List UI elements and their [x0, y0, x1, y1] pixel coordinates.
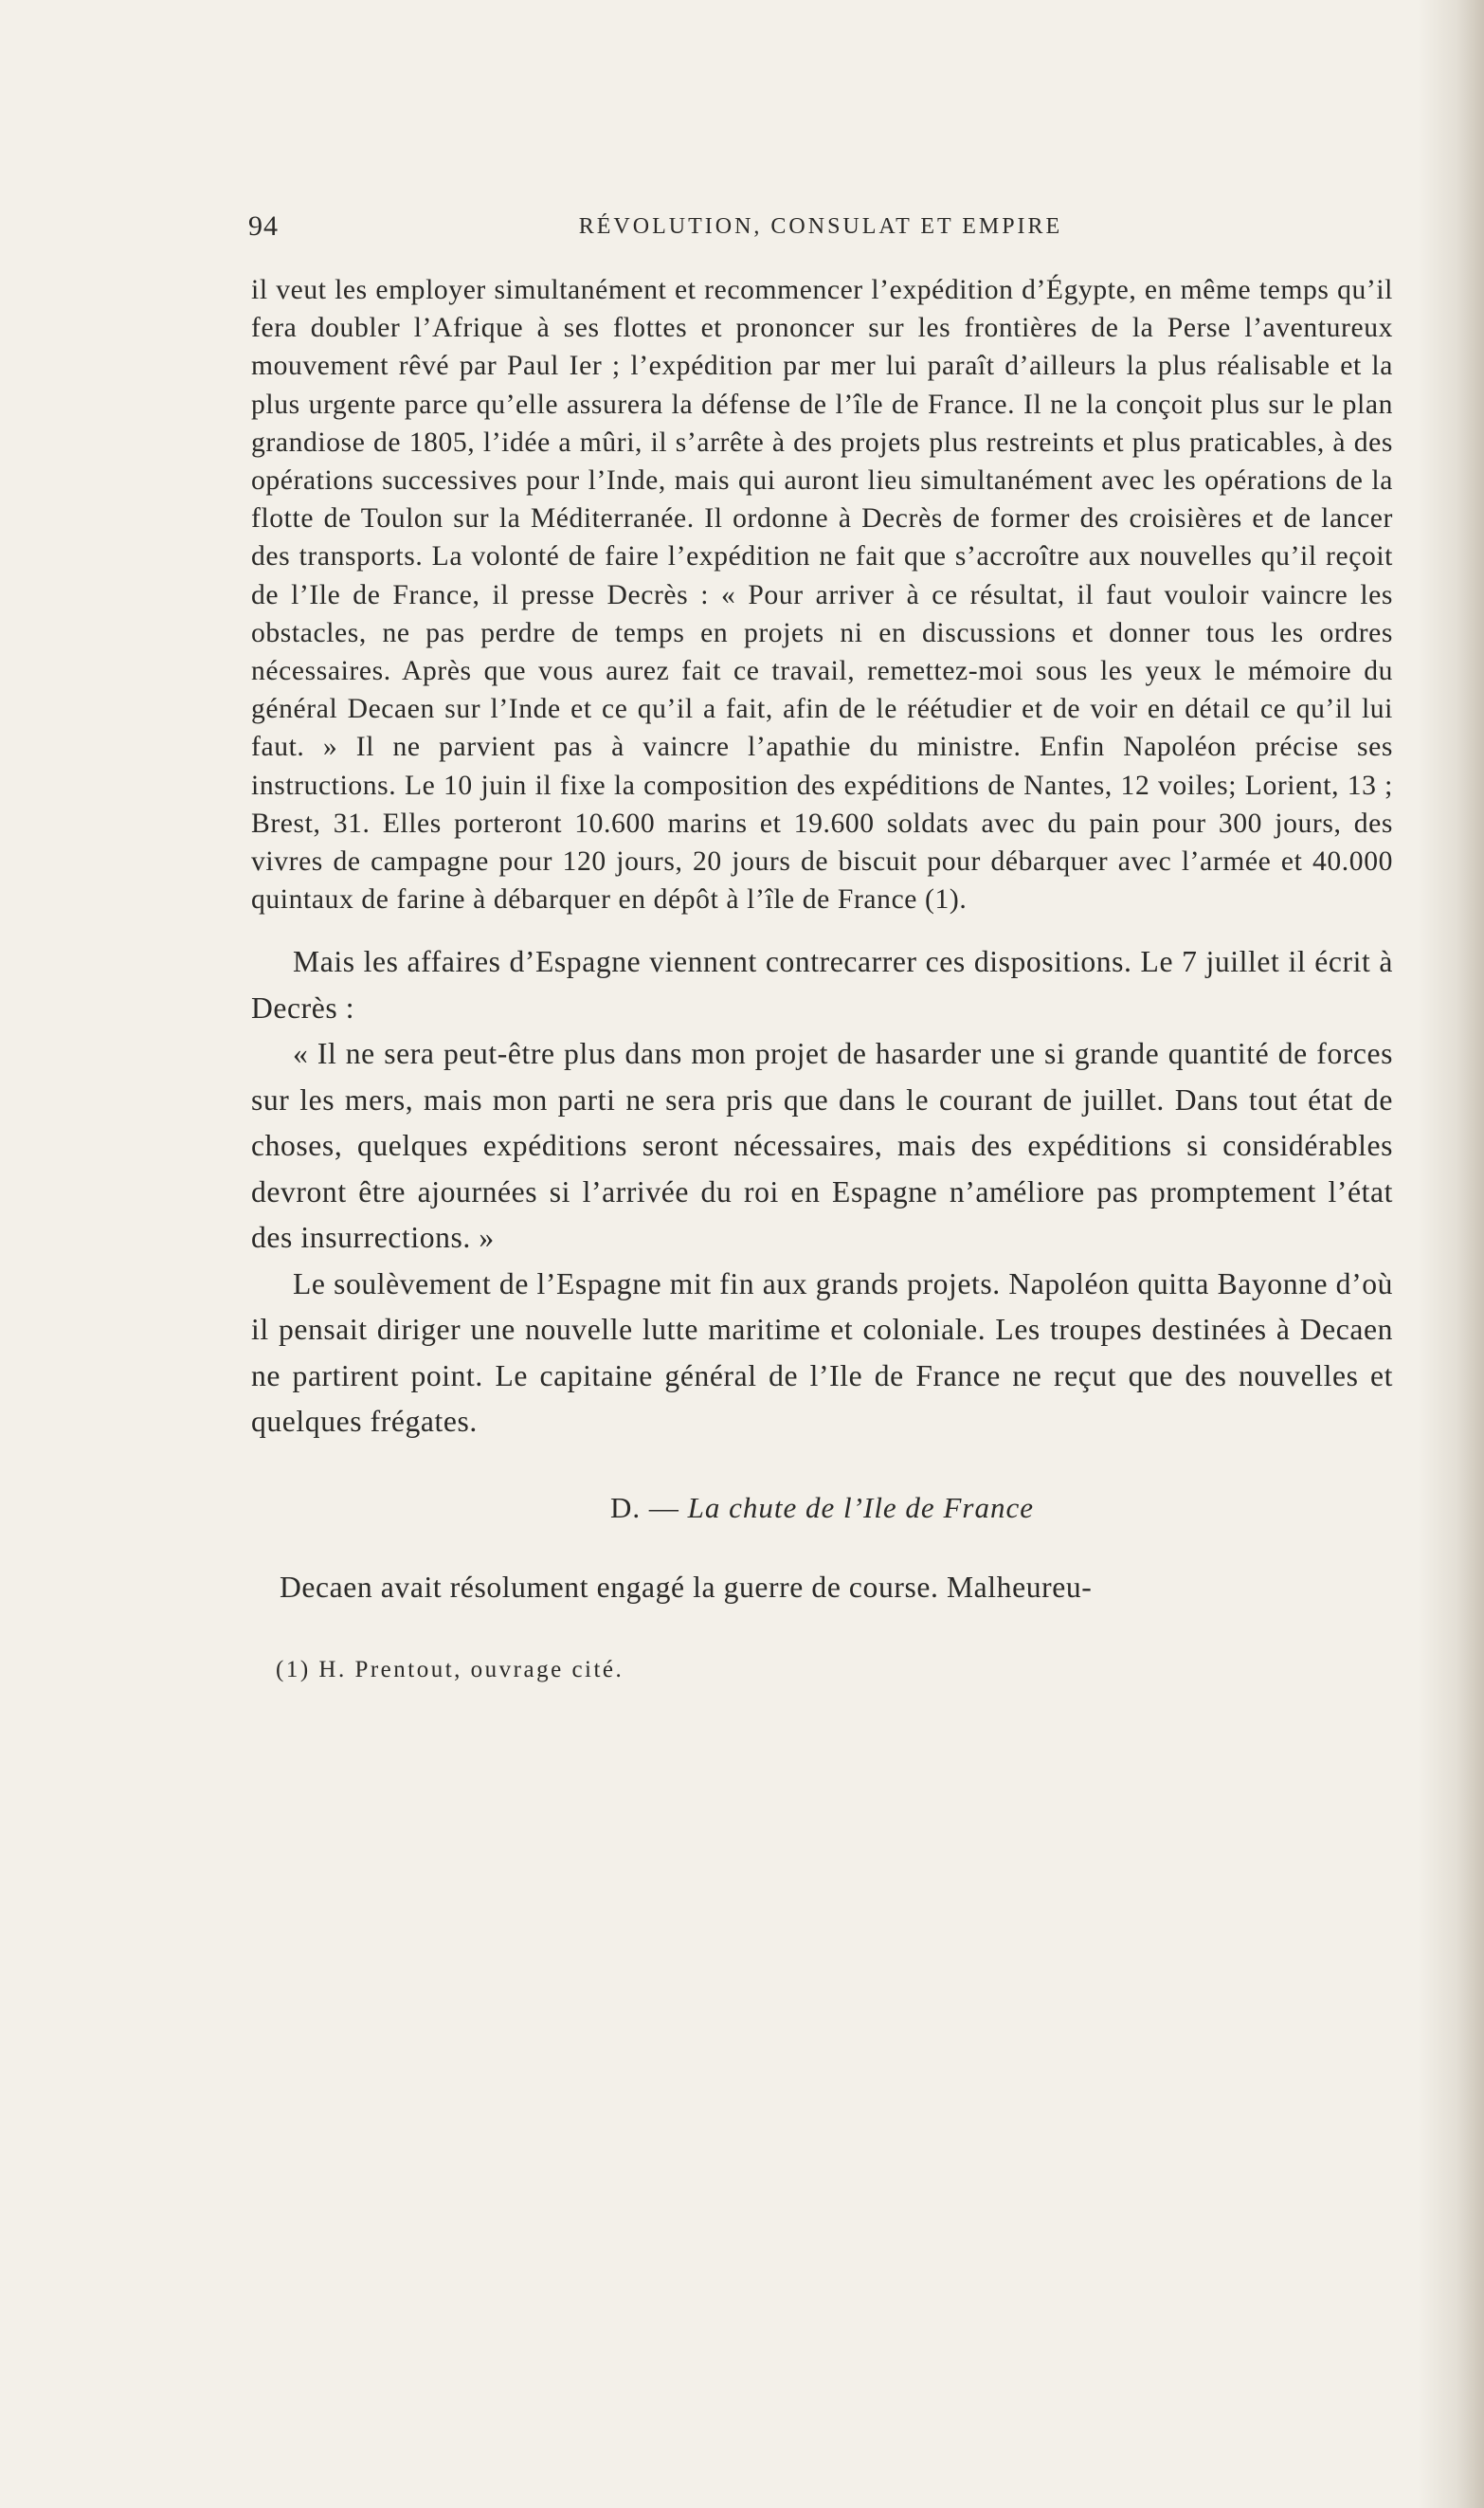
page-body: [251, 271, 1393, 1689]
paragraph-5: Decaen avait résolument engagé la guerre de course. Malheureu-: [280, 1571, 1093, 1605]
paragraph-2: Mais les affaires d’Espagne viennent contrecarrer ces dispositions. Le 7 juillet il écrit à Decrès :: [251, 945, 1393, 1025]
paragraph-3-quotation: « Il ne sera peut-être plus dans mon projet de hasarder une si grande quantité de forces sur les mers, mais mon parti ne sera pris que dans le courant de juillet. Dans tout état de choses, quelques expéditions seront nécessaires, mais des expéditions si considérables devront être ajournées si l’arrivée du roi en Espagne n’améliore pas promptement l’état des insurrections. »: [251, 1037, 1393, 1255]
page-header: [248, 210, 1393, 248]
section-heading: [251, 1489, 1393, 1527]
paragraph-4: Le soulèvement de l’Espagne mit fin aux grands projets. Napoléon quitta Bayonne d’où il pensait diriger une nouvelle lutte maritime et coloniale. Les troupes destinées à Decaen ne partirent point. Le capitaine général de l’Ile de France ne reçut que des nouvelles et quelques frégates.: [251, 1266, 1393, 1439]
section-label: D. —: [610, 1490, 679, 1524]
footnote: (1) H. Prentout, ouvrage cité.: [276, 1656, 624, 1682]
page-edge-shadow: [1418, 0, 1484, 2508]
running-title: RÉVOLUTION, CONSULAT ET EMPIRE: [578, 214, 1063, 239]
section-title: La chute de l’Ile de France: [687, 1490, 1034, 1524]
paragraph-1: il veut les employer simultanément et recommencer l’expédition d’Égypte, en même temps qu’il fera doubler l’Afrique à ses flottes et prononcer sur les frontières de la Perse l’aventureux mouvement rêvé par Paul Ier ; l’expédition par mer lui paraît d’ailleurs la plus réalisable et la plus urgente parce qu’elle assurera la défense de l’île de France. Il ne la conçoit plus sur le plan grandiose de 1805, l’idée a mûri, il s’arrête à des projets plus restreints et plus praticables, à des opérations successives pour l’Inde, mais qui auront lieu simultanément avec les opérations de la flotte de Toulon sur la Méditerranée. Il ordonne à Decrès de former des croisières et de lancer des transports. La volonté de faire l’expédition ne fait que s’accroître aux nouvelles qu’il reçoit de l’Ile de France, il presse Decrès : « Pour arriver à ce résultat, il faut vouloir vaincre les obstacles, ne pas perdre de temps en projets ni en discussions et donner tous les ordres nécessaires. Après que vous aurez fait ce travail, remettez-moi sous les yeux le mémoire du général Decaen sur l’Inde et ce qu’il a fait, afin de le réétudier et de voir en détail ce qu’il lui faut. » Il ne parvient pas à vaincre l’apathie du ministre. Enfin Napoléon précise ses instructions. Le 10 juin il fixe la composition des expéditions de Nantes, 12 voiles; Lorient, 13 ; Brest, 31. Elles porteront 10.600 marins et 19.600 soldats avec du pain pour 300 jours, des vivres de campagne pour 120 jours, 20 jours de biscuit pour débarquer avec l’armée et 40.000 quintaux de farine à débarquer en dépôt à l’île de France (1).: [251, 275, 1393, 916]
page-number: 94: [248, 210, 279, 242]
